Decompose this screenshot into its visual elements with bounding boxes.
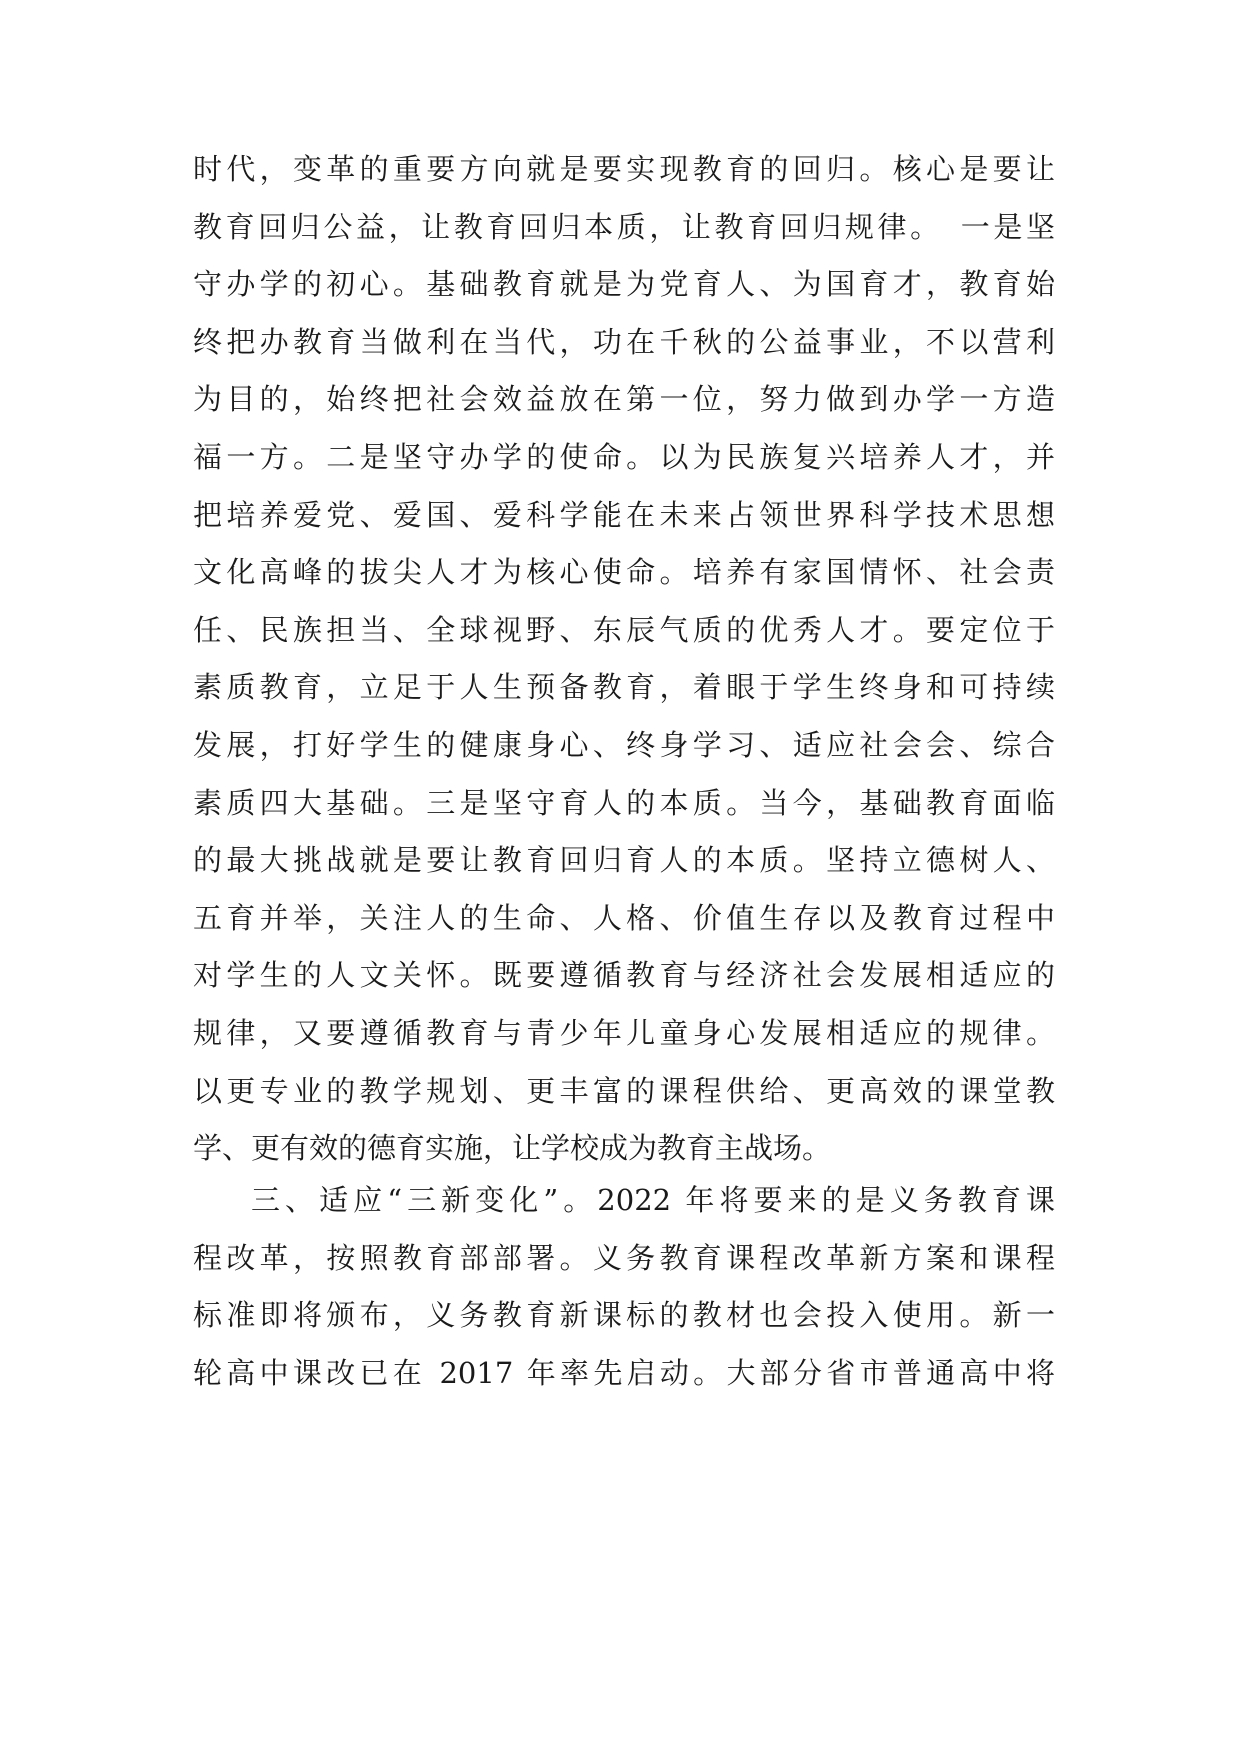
paragraph-line: 为目的，始终把社会效益放在第一位，努力做到办学一方造 (193, 382, 1055, 417)
paragraph-line: 终把办教育当做利在当代，功在千秋的公益事业，不以营利 (193, 324, 1055, 359)
paragraph-line: 以更专业的教学规划、更丰富的课程供给、更高效的课堂教 (193, 1073, 1055, 1108)
paragraph-line: 守办学的初心。基础教育就是为党育人、为国育才，教育始 (193, 267, 1055, 302)
paragraph-line: 的最大挑战就是要让教育回归育人的本质。坚持立德树人、 (193, 843, 1055, 878)
paragraph-line: 素质教育，立足于人生预备教育，着眼于学生终身和可持续 (193, 670, 1055, 705)
paragraph-line: 任、民族担当、全球视野、东辰气质的优秀人才。要定位于 (193, 612, 1055, 647)
paragraph-1 (193, 141, 1055, 1178)
paragraph-2 (193, 1172, 1055, 1402)
paragraph-line: 素质四大基础。三是坚守育人的本质。当今，基础教育面临 (193, 785, 1055, 820)
paragraph-line: 时代，变革的重要方向就是要实现教育的回归。核心是要让 (193, 152, 1055, 186)
paragraph-line: 程改革，按照教育部部署。义务教育课程改革新方案和课程 (193, 1240, 1055, 1275)
paragraph-line: 文化高峰的拔尖人才为核心使命。培养有家国情怀、社会责 (193, 555, 1055, 590)
paragraph-line: 福一方。二是坚守办学的使命。以为民族复兴培养人才，并 (193, 439, 1055, 474)
paragraph-line: 发展，打好学生的健康身心、终身学习、适应社会会、综合 (193, 727, 1055, 762)
paragraph-line: 五育并举，关注人的生命、人格、价值生存以及教育过程中 (193, 900, 1055, 935)
paragraph-line: 标准即将颁布，义务教育新课标的教材也会投入使用。新一 (193, 1298, 1055, 1333)
paragraph-line: 轮高中课改已在 2017 年率先启动。大部分省市普通高中将 (193, 1355, 1055, 1390)
paragraph-line: 教育回归公益，让教育回归本质，让教育回归规律。 一是坚 (193, 209, 1055, 244)
paragraph-line: 对学生的人文关怀。既要遵循教育与经济社会发展相适应的 (193, 958, 1055, 993)
paragraph-line: 学、更有效的德育实施，让学校成为教育主战场。 (193, 1131, 832, 1166)
paragraph-line: 规律，又要遵循教育与青少年儿童身心发展相适应的规律。 (193, 1015, 1055, 1050)
paragraph-line: 把培养爱党、爱国、爱科学能在未来占领世界科学技术思想 (193, 497, 1055, 532)
paragraph-line: 三、适应“三新变化”。2022 年将要来的是义务教育课 (251, 1183, 1055, 1217)
